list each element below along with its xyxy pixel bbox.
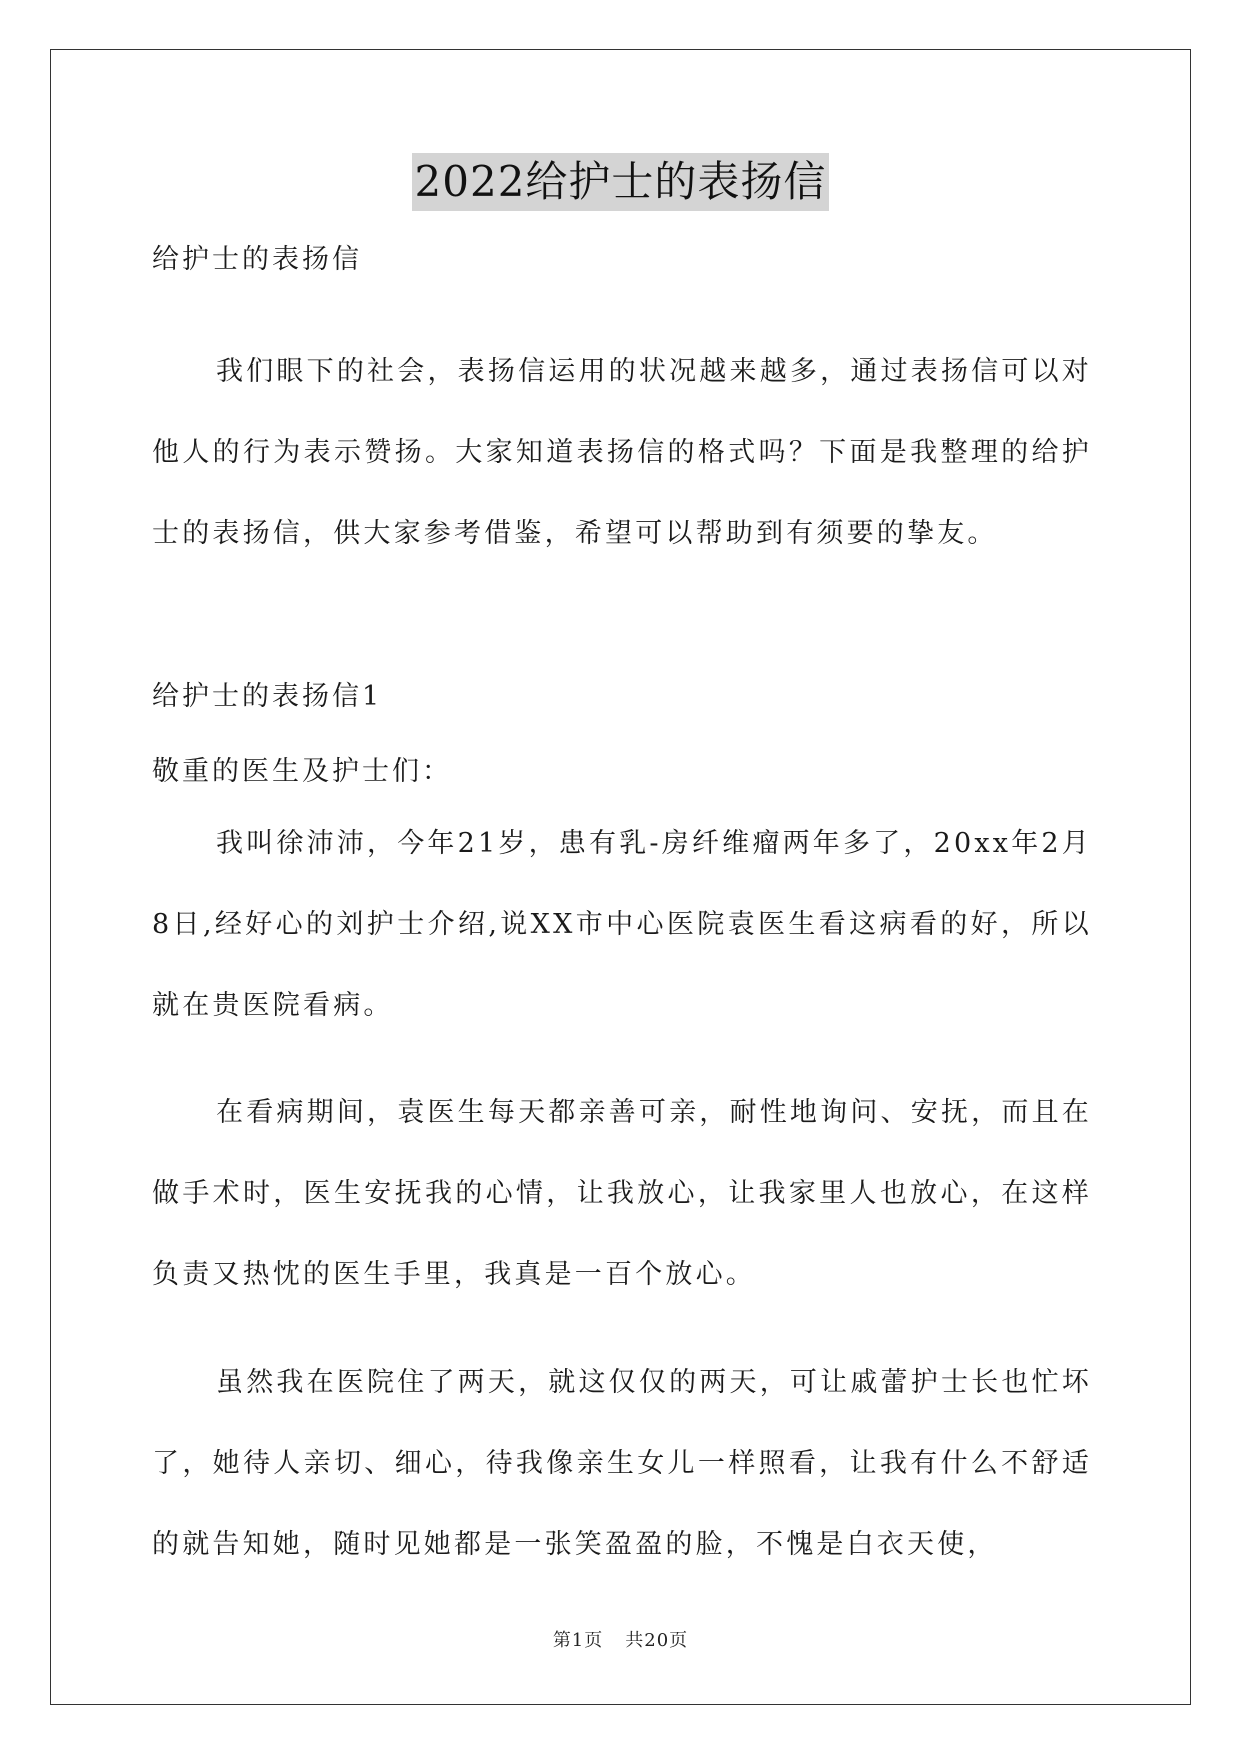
title-container [0, 153, 1241, 211]
page-footer [0, 1626, 1241, 1652]
intro-paragraph: 我们眼下的社会，表扬信运用的状况越来越多，通过表扬信可以对他人的行为表示赞扬。大家知道表扬信的格式吗？下面是我整理的给护士的表扬信，供大家参考借鉴，希望可以帮助到有须要的挚友。 [152, 356, 1092, 549]
body-paragraph: 在看病期间，袁医生每天都亲善可亲，耐性地询问、安抚，而且在做手术时，医生安抚我的心情，让我放心，让我家里人也放心，在这样负责又热忱的医生手里，我真是一百个放心。 [152, 1097, 1092, 1290]
body-paragraph: 我叫徐沛沛，今年21岁，患有乳-房纤维瘤两年多了，20xx年2月8日,经好心的刘护士介绍,说XX市中心医院袁医生看这病看的好，所以就在贵医院看病。 [152, 828, 1092, 1021]
section-heading: 给护士的表扬信1 [152, 681, 383, 712]
salutation: 敬重的医生及护士们： [152, 756, 452, 787]
page-number: 第1页 [552, 1630, 604, 1651]
page-total: 共20页 [625, 1630, 689, 1651]
document-title: 2022给护士的表扬信 [412, 153, 830, 211]
document-subtitle: 给护士的表扬信 [152, 244, 362, 275]
body-paragraph: 虽然我在医院住了两天，就这仅仅的两天，可让戚蕾护士长也忙坏了，她待人亲切、细心，待我像亲生女儿一样照看，让我有什么不舒适的就告知她，随时见她都是一张笑盈盈的脸，不愧是白衣天使， [152, 1367, 1092, 1560]
